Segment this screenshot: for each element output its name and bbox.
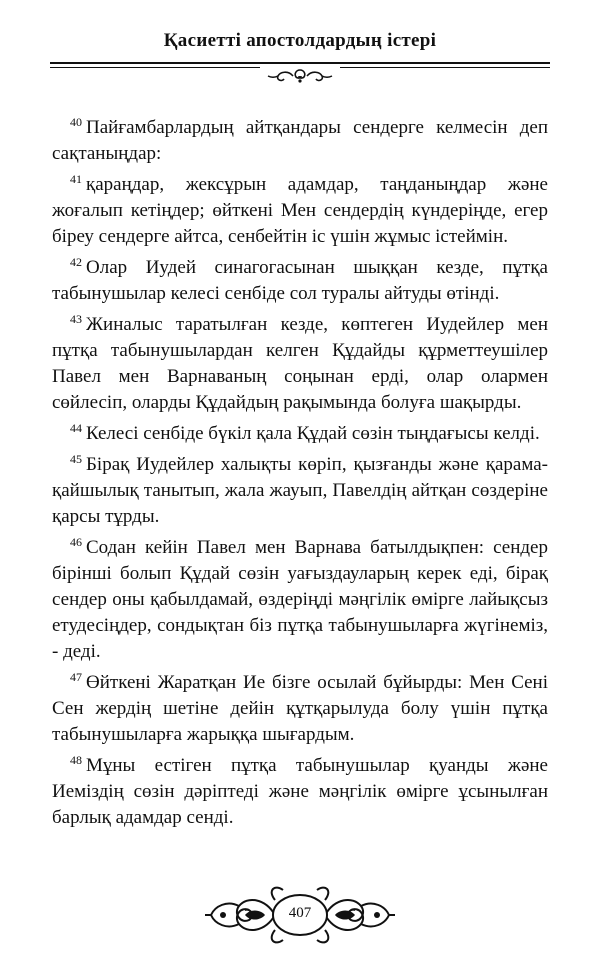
verse-text-block: [52, 115, 548, 836]
verse-number: 41: [70, 172, 82, 186]
verse-number: 47: [70, 670, 82, 684]
verse: [52, 535, 548, 665]
verse-text: Өйткені Жаратқан Ие бізге осылай бұйырды: Мен Сені Сен жердің шетіне дейін құтқарылуда болу үшін пұтқа табынушыларға жарыққа шығардым.: [52, 672, 548, 745]
verse-text: Бірақ Иудейлер халықты көріп, қызғанды және қарама-қайшылық танытып, жала жауып, Павелдің айтқан сөздеріне қарсы тұрды.: [52, 454, 548, 527]
verse-text: қараңдар, жексұрын адамдар, таңданыңдар және жоғалып кетіңдер; өйткені Мен сендердің күндеріңде, егер біреу сендерге айтса, сенбейтін іс үшін жұмыс істеймін.: [52, 174, 548, 247]
verse-number: 45: [70, 452, 82, 466]
verse: [52, 115, 548, 167]
running-header: Қасиетті апостолдардың істері: [163, 30, 437, 51]
verse-text: Пайғамбарлардың айтқандары сендерге келмесін деп сақтаныңдар:: [52, 117, 548, 164]
verse-text: Содан кейін Павел мен Варнава батылдықпен: сендер бірінші болып Құдай сөзін уағыздауларың керек еді, бірақ сендер оны қабылдамай, өздеріңді мәңгілік өмірге лайықсыз етудесіңдер, сондықтан біз пұтқа табынушыларға жүгінеміз, - деді.: [52, 537, 548, 662]
header-ornament-icon: [260, 66, 340, 86]
verse: [52, 172, 548, 250]
verse: [52, 753, 548, 831]
verse-number: 48: [70, 753, 82, 767]
verse: [52, 670, 548, 748]
verse-number: 43: [70, 312, 82, 326]
verse: [52, 312, 548, 416]
verse-number: 44: [70, 421, 82, 435]
verse: [52, 255, 548, 307]
verse-number: 40: [70, 115, 82, 129]
page-number: 407: [288, 905, 312, 921]
verse: [52, 421, 548, 447]
verse: [52, 452, 548, 530]
verse-text: Келесі сенбіде бүкіл қала Құдай сөзін тыңдағысы келді.: [86, 423, 540, 444]
verse-text: Жиналыс таратылған кезде, көптеген Иудейлер мен пұтқа табынушылардан келген Құдайды құрметтеушілер Павел мен Варнаваның соңынан ерді, олар олармен сөйлесіп, оларды Құдайдың рақымында болуға шақырды.: [52, 314, 548, 413]
verse-text: Мұны естіген пұтқа табынушылар қуанды және Иеміздің сөзін дәріптеді және мәңгілік өмірге ұсынылған барлық адамдар сенді.: [52, 755, 548, 828]
verse-text: Олар Иудей синагогасынан шыққан кезде, пұтқа табынушылар келесі сенбіде сол туралы айтуды өтінді.: [52, 257, 548, 304]
verse-number: 42: [70, 255, 82, 269]
verse-number: 46: [70, 535, 82, 549]
header-rule: [50, 62, 550, 64]
